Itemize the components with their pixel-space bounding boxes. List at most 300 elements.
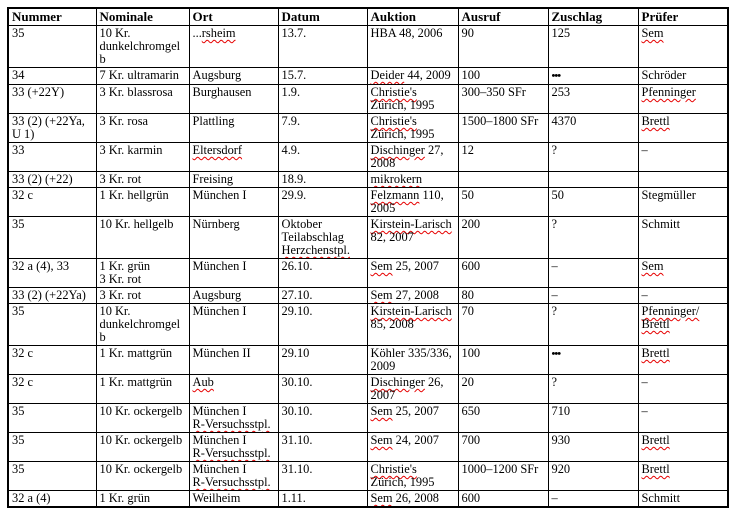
table-row-15 <box>8 462 728 491</box>
cell-text: 930 <box>551 433 571 447</box>
cell-nominale-row3 <box>96 114 189 143</box>
cell-text: 2007 <box>370 388 396 402</box>
cell-datum-row9 <box>278 288 367 304</box>
cell-zuschlag-row16 <box>548 491 638 508</box>
cell-text: Zürich, 1995 <box>370 475 435 489</box>
table-row-16 <box>8 491 728 508</box>
cell-text: – <box>641 143 648 157</box>
cell-text: 4370 <box>551 114 577 128</box>
cell-ausruf-row16 <box>458 491 548 508</box>
cell-zuschlag-row3 <box>548 114 638 143</box>
cell-datum-row15 <box>278 462 367 491</box>
cell-ort-row5 <box>189 172 278 188</box>
cell-nummer-row4 <box>8 143 96 172</box>
cell-zuschlag-row0 <box>548 26 638 68</box>
cell-text: 10 Kr. ockergelb <box>99 462 183 476</box>
cell-auktion-row10 <box>367 304 458 346</box>
column-header-6: Zuschlag <box>548 8 638 26</box>
cell-nummer-row16 <box>8 491 96 508</box>
cell-nominale-row6 <box>96 188 189 217</box>
cell-ort-row16 <box>189 491 278 508</box>
cell-text: 710 <box>551 404 571 418</box>
cell-nummer-row11 <box>8 346 96 375</box>
cell-pr-fer-row1 <box>638 68 728 85</box>
table-row-4 <box>8 143 728 172</box>
cell-text: 50 <box>461 188 474 202</box>
misspelled-word: Deider <box>370 68 405 82</box>
cell-text: Nürnberg <box>192 217 240 231</box>
misspelled-word: rsheim <box>201 26 236 40</box>
cell-text: ? <box>551 143 557 157</box>
misspelled-word: Kirstein-Larisch <box>370 217 452 231</box>
cell-text: München I <box>192 462 247 476</box>
cell-text: ? <box>551 375 557 389</box>
cell-text: 33 <box>12 143 25 157</box>
cell-auktion-row16 <box>367 491 458 508</box>
cell-text: Freising <box>192 172 234 186</box>
table-row-8 <box>8 259 728 288</box>
misspelled-word: Eltersdorf <box>192 143 243 157</box>
cell-datum-row8 <box>278 259 367 288</box>
cell-nominale-row8 <box>96 259 189 288</box>
cell-datum-row4 <box>278 143 367 172</box>
cell-text: 50 <box>551 188 564 202</box>
cell-nummer-row3 <box>8 114 96 143</box>
misspelled-word: Brettl <box>641 114 670 128</box>
cell-ausruf-row10 <box>458 304 548 346</box>
cell-text: 26.10. <box>281 259 313 273</box>
cell-text: 29.10 <box>281 346 310 360</box>
misspelled-word: Dischinger <box>370 375 425 389</box>
cell-text: 25, 2007 <box>392 404 439 418</box>
misspelled-word: Dischinger <box>370 143 425 157</box>
cell-text: 253 <box>551 85 571 99</box>
cell-pr-fer-row10 <box>638 304 728 346</box>
cell-nominale-row7 <box>96 217 189 259</box>
cell-text: 2008 <box>370 156 396 170</box>
cell-text: 80 <box>461 288 474 302</box>
cell-text: München I <box>192 304 247 318</box>
misspelled-word: Christie's <box>370 462 417 476</box>
cell-text: Augsburg <box>192 288 242 302</box>
cell-text: 12 <box>461 143 474 157</box>
cell-pr-fer-row7 <box>638 217 728 259</box>
cell-text: 1 Kr. grün <box>99 491 151 505</box>
cell-zuschlag-row15 <box>548 462 638 491</box>
cell-text: 35 <box>12 462 25 476</box>
cell-datum-row14 <box>278 433 367 462</box>
cell-text: 4.9. <box>281 143 301 157</box>
cell-ort-row3 <box>189 114 278 143</box>
cell-pr-fer-row14 <box>638 433 728 462</box>
misspelled-word: Pfenninger/ <box>641 304 700 318</box>
cell-text: 1 Kr. mattgrün <box>99 346 173 360</box>
cell-text: 200 <box>461 217 481 231</box>
cell-text: München I <box>192 433 247 447</box>
cell-text: 10 Kr. <box>99 26 131 40</box>
cell-text: 31.10. <box>281 462 313 476</box>
cell-text: 35 <box>12 304 25 318</box>
cell-datum-row1 <box>278 68 367 85</box>
cell-text: 26, 2008 <box>392 491 439 505</box>
cell-zuschlag-row10 <box>548 304 638 346</box>
table-row-2 <box>8 85 728 114</box>
cell-text: 26, <box>424 375 444 389</box>
cell-text: HBA 48, 2006 <box>370 26 443 40</box>
cell-pr-fer-row16 <box>638 491 728 508</box>
cell-ort-row0 <box>189 26 278 68</box>
cell-text: 35 <box>12 404 25 418</box>
cell-nummer-row8 <box>8 259 96 288</box>
cell-auktion-row15 <box>367 462 458 491</box>
cell-text: 10 Kr. hellgelb <box>99 217 174 231</box>
cell-text: – <box>551 491 558 505</box>
cell-nummer-row0 <box>8 26 96 68</box>
cell-ausruf-row0 <box>458 26 548 68</box>
cell-text: dunkelchromgelb <box>99 39 181 66</box>
cell-auktion-row4 <box>367 143 458 172</box>
cell-text: Köhler 335/336, <box>370 346 452 360</box>
cell-text: 33 (2) (+22Ya, <box>12 114 85 128</box>
table-row-14 <box>8 433 728 462</box>
cell-zuschlag-row8 <box>548 259 638 288</box>
cell-text: ••• <box>551 348 561 360</box>
document-page <box>7 7 729 508</box>
cell-text: 10 Kr. ockergelb <box>99 404 183 418</box>
cell-text: 7.9. <box>281 114 301 128</box>
misspelled-word: Brettl <box>641 433 670 447</box>
cell-text: 27.10. <box>281 288 313 302</box>
misspelled-word: Sem <box>641 259 664 273</box>
cell-text: 27, 2008 <box>392 288 439 302</box>
cell-auktion-row12 <box>367 375 458 404</box>
cell-text: 85, 2008 <box>370 317 414 331</box>
cell-ausruf-row4 <box>458 143 548 172</box>
cell-pr-fer-row13 <box>638 404 728 433</box>
cell-text: 32 c <box>12 375 33 389</box>
cell-text: 1.9. <box>281 85 301 99</box>
misspelled-word: Pfenninger <box>641 85 696 99</box>
cell-pr-fer-row15 <box>638 462 728 491</box>
column-header-1: Nominale <box>96 8 189 26</box>
cell-datum-row10 <box>278 304 367 346</box>
misspelled-word: Sem <box>370 491 393 505</box>
misspelled-word: R-Versuchsstpl. <box>192 446 271 460</box>
cell-nominale-row5 <box>96 172 189 188</box>
cell-ausruf-row12 <box>458 375 548 404</box>
cell-text: 3 Kr. karmin <box>99 143 163 157</box>
cell-text: 31.10. <box>281 433 313 447</box>
cell-nummer-row13 <box>8 404 96 433</box>
cell-text: 300–350 SFr <box>461 85 526 99</box>
cell-nominale-row10 <box>96 304 189 346</box>
misspelled-word: Kirstein-Larisch <box>370 304 452 318</box>
cell-text: 20 <box>461 375 474 389</box>
table-row-9 <box>8 288 728 304</box>
cell-text: Schmitt <box>641 491 681 505</box>
cell-ort-row4 <box>189 143 278 172</box>
cell-text: 44, 2009 <box>404 68 451 82</box>
cell-auktion-row14 <box>367 433 458 462</box>
cell-text: 3 Kr. rot <box>99 172 142 186</box>
cell-auktion-row8 <box>367 259 458 288</box>
misspelled-word: R-Versuchsstpl. <box>192 417 271 431</box>
cell-zuschlag-row7 <box>548 217 638 259</box>
cell-datum-row2 <box>278 85 367 114</box>
cell-nominale-row16 <box>96 491 189 508</box>
cell-auktion-row13 <box>367 404 458 433</box>
cell-text: 35 <box>12 26 25 40</box>
cell-pr-fer-row9 <box>638 288 728 304</box>
cell-text: 2009 <box>370 359 396 373</box>
cell-text: 82, 2007 <box>370 230 414 244</box>
cell-auktion-row11 <box>367 346 458 375</box>
cell-nominale-row15 <box>96 462 189 491</box>
cell-nominale-row9 <box>96 288 189 304</box>
cell-nominale-row12 <box>96 375 189 404</box>
cell-text: 32 a (4) <box>12 491 51 505</box>
misspelled-word: mikrokern <box>370 172 423 186</box>
cell-nominale-row4 <box>96 143 189 172</box>
misspelled-word: Brettl <box>641 317 670 331</box>
cell-ort-row15 <box>189 462 278 491</box>
cell-pr-fer-row12 <box>638 375 728 404</box>
cell-nominale-row13 <box>96 404 189 433</box>
cell-text: 35 <box>12 217 25 231</box>
cell-zuschlag-row4 <box>548 143 638 172</box>
cell-text: 100 <box>461 68 481 82</box>
cell-text: 27, <box>424 143 444 157</box>
cell-pr-fer-row2 <box>638 85 728 114</box>
cell-datum-row3 <box>278 114 367 143</box>
table-row-6 <box>8 188 728 217</box>
cell-text: 15.7. <box>281 68 307 82</box>
misspelled-word: Aub <box>192 375 214 389</box>
cell-text: 1 Kr. mattgrün <box>99 375 173 389</box>
cell-text: dunkelchromgelb <box>99 317 181 344</box>
cell-ausruf-row14 <box>458 433 548 462</box>
cell-datum-row7 <box>278 217 367 259</box>
cell-text: München I <box>192 259 247 273</box>
cell-nominale-row1 <box>96 68 189 85</box>
cell-zuschlag-row6 <box>548 188 638 217</box>
cell-text: Schmitt <box>641 217 681 231</box>
cell-zuschlag-row2 <box>548 85 638 114</box>
cell-text: ? <box>551 217 557 231</box>
cell-text: 13.7. <box>281 26 307 40</box>
cell-ort-row9 <box>189 288 278 304</box>
cell-text: U 1) <box>12 127 35 141</box>
cell-ort-row8 <box>189 259 278 288</box>
misspelled-word: Sem <box>370 259 393 273</box>
cell-ausruf-row8 <box>458 259 548 288</box>
cell-text: 1000–1200 SFr <box>461 462 539 476</box>
misspelled-word: Sem <box>370 433 393 447</box>
cell-datum-row6 <box>278 188 367 217</box>
cell-text: 70 <box>461 304 474 318</box>
misspelled-word: Sem <box>370 288 393 302</box>
cell-ort-row7 <box>189 217 278 259</box>
cell-pr-fer-row4 <box>638 143 728 172</box>
cell-text: 1 Kr. hellgrün <box>99 188 169 202</box>
table-row-12 <box>8 375 728 404</box>
cell-auktion-row7 <box>367 217 458 259</box>
cell-ausruf-row5 <box>458 172 548 188</box>
table-row-13 <box>8 404 728 433</box>
cell-auktion-row0 <box>367 26 458 68</box>
cell-text: München I <box>192 404 247 418</box>
cell-text: 600 <box>461 259 481 273</box>
cell-ausruf-row13 <box>458 404 548 433</box>
cell-ort-row11 <box>189 346 278 375</box>
cell-text: 29.10. <box>281 304 313 318</box>
cell-text: – <box>641 375 648 389</box>
cell-auktion-row1 <box>367 68 458 85</box>
cell-text: 32 c <box>12 188 33 202</box>
cell-text: 32 a (4), 33 <box>12 259 70 273</box>
cell-text: 1 Kr. grün <box>99 259 151 273</box>
cell-pr-fer-row5 <box>638 172 728 188</box>
cell-auktion-row9 <box>367 288 458 304</box>
cell-nominale-row2 <box>96 85 189 114</box>
cell-nummer-row1 <box>8 68 96 85</box>
cell-text: 125 <box>551 26 571 40</box>
cell-zuschlag-row14 <box>548 433 638 462</box>
cell-text: 24, 2007 <box>392 433 439 447</box>
cell-nummer-row12 <box>8 375 96 404</box>
cell-zuschlag-row11 <box>548 346 638 375</box>
misspelled-word: Brettl <box>641 462 670 476</box>
column-header-3: Datum <box>278 8 367 26</box>
cell-nummer-row2 <box>8 85 96 114</box>
cell-text: Augsburg <box>192 68 242 82</box>
cell-auktion-row6 <box>367 188 458 217</box>
cell-auktion-row3 <box>367 114 458 143</box>
cell-text: 110, <box>419 188 444 202</box>
cell-text: Weilheim <box>192 491 241 505</box>
misspelled-word: Sem <box>370 404 393 418</box>
cell-zuschlag-row13 <box>548 404 638 433</box>
cell-nominale-row0 <box>96 26 189 68</box>
misspelled-word: Herzchenstpl. <box>281 243 350 257</box>
cell-datum-row5 <box>278 172 367 188</box>
cell-ausruf-row11 <box>458 346 548 375</box>
table-row-11 <box>8 346 728 375</box>
table-row-5 <box>8 172 728 188</box>
cell-nummer-row14 <box>8 433 96 462</box>
cell-ausruf-row9 <box>458 288 548 304</box>
cell-text: 33 (2) (+22) <box>12 172 73 186</box>
table-row-7 <box>8 217 728 259</box>
cell-nummer-row15 <box>8 462 96 491</box>
cell-nominale-row14 <box>96 433 189 462</box>
cell-text: 10 Kr. <box>99 304 131 318</box>
cell-text: ••• <box>551 70 561 82</box>
cell-text: 7 Kr. ultramarin <box>99 68 179 82</box>
cell-text: 920 <box>551 462 571 476</box>
cell-text: 32 c <box>12 346 33 360</box>
cell-nummer-row5 <box>8 172 96 188</box>
cell-nummer-row6 <box>8 188 96 217</box>
misspelled-word: Brettl <box>641 346 670 360</box>
cell-text: – <box>551 288 558 302</box>
cell-text: 1.11. <box>281 491 306 505</box>
cell-ort-row6 <box>189 188 278 217</box>
cell-text: 34 <box>12 68 25 82</box>
cell-pr-fer-row3 <box>638 114 728 143</box>
cell-ausruf-row15 <box>458 462 548 491</box>
cell-text: 25, 2007 <box>392 259 439 273</box>
cell-text: Zürich, 1995 <box>370 98 435 112</box>
cell-text: Zürich, 1995 <box>370 127 435 141</box>
misspelled-word: R-Versuchsstpl. <box>192 475 271 489</box>
table-row-3 <box>8 114 728 143</box>
cell-text: 35 <box>12 433 25 447</box>
cell-text: 2005 <box>370 201 396 215</box>
cell-text: 3 Kr. rosa <box>99 114 149 128</box>
cell-ausruf-row6 <box>458 188 548 217</box>
column-header-7: Prüfer <box>638 8 728 26</box>
cell-ort-row14 <box>189 433 278 462</box>
misspelled-word: Christie's <box>370 114 417 128</box>
cell-text: 29.9. <box>281 188 307 202</box>
cell-text: Plattling <box>192 114 235 128</box>
misspelled-word: Sem <box>641 26 664 40</box>
column-header-0: Nummer <box>8 8 96 26</box>
column-header-4: Auktion <box>367 8 458 26</box>
cell-ort-row2 <box>189 85 278 114</box>
cell-ausruf-row3 <box>458 114 548 143</box>
cell-ort-row10 <box>189 304 278 346</box>
cell-text: – <box>551 259 558 273</box>
cell-text: Teilabschlag <box>281 230 344 244</box>
cell-text: 100 <box>461 346 481 360</box>
cell-ort-row13 <box>189 404 278 433</box>
cell-text: 3 Kr. rot <box>99 288 142 302</box>
table-row-10 <box>8 304 728 346</box>
cell-text: Oktober <box>281 217 323 231</box>
table-body <box>8 26 728 508</box>
cell-text: München I <box>192 188 247 202</box>
cell-text: 700 <box>461 433 481 447</box>
cell-ort-row1 <box>189 68 278 85</box>
misspelled-word: Felzmann <box>370 188 420 202</box>
cell-text: 10 Kr. ockergelb <box>99 433 183 447</box>
cell-text: 18.9. <box>281 172 307 186</box>
cell-ort-row12 <box>189 375 278 404</box>
cell-datum-row16 <box>278 491 367 508</box>
cell-text: Stegmüller <box>641 188 696 202</box>
cell-zuschlag-row9 <box>548 288 638 304</box>
cell-pr-fer-row6 <box>638 188 728 217</box>
cell-ausruf-row1 <box>458 68 548 85</box>
cell-nummer-row10 <box>8 304 96 346</box>
cell-pr-fer-row0 <box>638 26 728 68</box>
cell-pr-fer-row8 <box>638 259 728 288</box>
cell-text: ? <box>551 304 557 318</box>
cell-auktion-row2 <box>367 85 458 114</box>
cell-zuschlag-row1 <box>548 68 638 85</box>
cell-datum-row13 <box>278 404 367 433</box>
table-header-row <box>8 8 728 26</box>
cell-zuschlag-row5 <box>548 172 638 188</box>
cell-text: 30.10. <box>281 375 313 389</box>
cell-nummer-row7 <box>8 217 96 259</box>
column-header-2: Ort <box>189 8 278 26</box>
cell-text: 30.10. <box>281 404 313 418</box>
cell-datum-row11 <box>278 346 367 375</box>
cell-text: München II <box>192 346 251 360</box>
